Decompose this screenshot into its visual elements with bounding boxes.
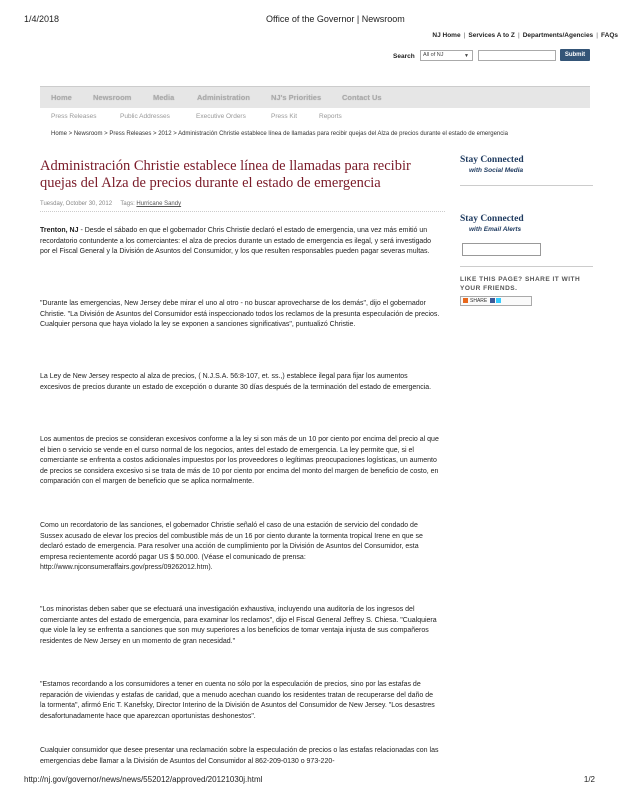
sidebar-divider: [460, 185, 593, 186]
subnav-executive-orders[interactable]: Executive Orders: [196, 113, 246, 120]
email-subheading[interactable]: with Email Alerts: [469, 226, 522, 233]
page-url: http://nj.gov/governor/news/news/552012/approved/20121030j.html: [24, 775, 263, 784]
article-paragraph: "Durante las emergencias, New Jersey debe mirar el uno al otro - no buscar aprovecharse de los demás", dijo el gobernador Christie. "La División de Asuntos del Consumidor está inspeccionado todos los reclamos de la presunta especulación de precios. Cualquier persona que haya violado la ley se exponen a sanciones significativas", puntualizó Christie.: [40, 300, 440, 329]
top-link-services[interactable]: Services A to Z: [468, 32, 515, 39]
lead-text: - Desde el sábado en que el gobernador Chris Christie declaró el estado de emergencia, una vez más emitió un recordatorio contundente a los comerciantes: el alza de precios durante un estado de emergencia es ilegal, y será investigado por el Fiscal General y la División de Asuntos del Consumidor, y los que resulten responsables pueden pagar severas multas.: [40, 227, 432, 256]
subnav-public-addresses[interactable]: Public Addresses: [120, 113, 170, 120]
top-link-departments[interactable]: Departments/Agencies: [522, 32, 594, 39]
article-lead: [40, 226, 440, 258]
top-links: NJ Home | Services A to Z | Departments/Agencies | FAQs: [432, 32, 618, 39]
top-link-nj-home[interactable]: NJ Home: [432, 32, 461, 39]
top-link-faqs[interactable]: FAQs: [601, 32, 618, 39]
subnav-press-releases[interactable]: Press Releases: [51, 113, 97, 120]
article-meta: [40, 201, 181, 207]
search-label: Search: [393, 53, 415, 60]
lead-dateline: Trenton, NJ: [40, 227, 79, 234]
subnav-press-kit[interactable]: Press Kit: [271, 113, 298, 120]
breadcrumb[interactable]: Home > Newsroom > Press Releases > 2012 > Administración Christie establece línea de llamadas para recibir quejas del Alza de precios durante el estado de emergencia: [51, 131, 508, 137]
nav-priorities[interactable]: NJ's Priorities: [271, 93, 322, 102]
print-date: 1/4/2018: [24, 14, 60, 24]
social-subheading[interactable]: with Social Media: [469, 167, 524, 174]
nav-newsroom[interactable]: Newsroom: [93, 93, 132, 102]
article-paragraph: Como un recordatorio de las sanciones, el gobernador Christie señaló el caso de una estación de servicio del condado de Sussex acusado de elevar los precios del combustible más de un 16 por ciento durante la tormenta tropical Irene en que se declaró estado de emergencia. Para resolver una acción de cumplimiento por la División de Asuntos del Consumidor, esta empresa recientemente acordó pagar US $ 50.000. (Véase el comunicado de prensa: http://www.njconsumeraffairs.gov/press/09262012.htm).: [40, 522, 423, 572]
search-input[interactable]: [478, 50, 556, 61]
nav-administration[interactable]: Administration: [197, 93, 250, 102]
chevron-down-icon: ▼: [464, 53, 469, 59]
nav-contact[interactable]: Contact Us: [342, 93, 382, 102]
share-button[interactable]: [460, 296, 532, 306]
share-label: SHARE: [470, 298, 488, 304]
page-number: 1/2: [583, 775, 595, 784]
article-paragraph: "Estamos recordando a los consumidores a tener en cuenta no sólo por la especulación de precios, sino por las estafas de reparación de viviendas y estafas de caridad, que a menudo acechan cuando los residentes tratan de recuperarse del daño de la tormenta", afirmó Eric T. Kanefsky, Director Interino de la División de Asuntos del Consumidor de New Jersey. "Los desastres desafortunadamente hace que aparezcan oportunistas deshonestos".: [40, 681, 435, 720]
sidebar-divider: [460, 266, 593, 267]
email-input[interactable]: [462, 243, 541, 256]
divider: [40, 211, 445, 212]
search-submit-button[interactable]: Submit: [560, 49, 590, 61]
nav-media[interactable]: Media: [153, 93, 175, 102]
article-paragraph: "Los minoristas deben saber que se efectuará una investigación exhaustiva, incluyendo una auditoría de los ingresos del comerciante antes del estado de emergencia, para examinar los reclamos", dijo el Fiscal General Jeffrey S. Chiesa. "Cualquiera que viole la ley se enfrenta a sanciones que son muy superiores a los beneficios de tomar ventaja injusta de sus compañeros residentes de New Jersey en un momento de gran necesidad.": [40, 606, 437, 645]
article-paragraph: La Ley de New Jersey respecto al alza de precios, ( N.J.S.A. 56:8-107, et. ss.,) establece ilegal para fijar los aumentos excesivos de precios durante un estado de excepción o durante 30 días después de la terminación del estado de emergencia.: [40, 373, 432, 391]
share-icon: [463, 298, 468, 303]
print-title: Office of the Governor | Newsroom: [266, 14, 405, 24]
article-paragraph: Los aumentos de precios se consideran excesivos conforme a la ley si son más de un 10 por ciento por encima del precio al que el bien o servicio se vende en el curso normal de los negocios, antes del estado de emergencia. La ley permite que, si el comerciante se enfrenta a costos adicionales impuestos por los proveedores o legítimas preocupaciones logísticas, un aumento de precios se considera excesivo si se trata de más de 10 por ciento por encima del monto del margen de beneficio de costo, en comparación con el margen de beneficio que se aplica normalmente.: [40, 436, 439, 486]
search-scope-select[interactable]: [420, 50, 473, 61]
email-heading: Stay Connected: [460, 214, 524, 224]
tag-link[interactable]: Hurricane Sandy: [136, 201, 182, 207]
subnav-reports[interactable]: Reports: [319, 113, 342, 120]
article-paragraph: Cualquier consumidor que desee presentar una reclamación sobre la especulación de precios o las estafas relacionadas con las emergencias debe llamar a la División de Asuntos del Consumidor al 862-209-0130 o 973-220-: [40, 747, 439, 765]
nav-home[interactable]: Home: [51, 93, 72, 102]
facebook-icon: [490, 298, 495, 303]
twitter-icon: [496, 298, 501, 303]
article-title: Administración Christie establece línea de llamadas para recibir quejas del Alza de precios durante el estado de emergencia: [40, 158, 411, 191]
tags-label: Tags:: [120, 201, 135, 207]
article-date: Tuesday, October 30, 2012: [40, 201, 113, 207]
main-nav: [40, 86, 590, 108]
search-scope-value: All of NJ: [423, 52, 444, 58]
share-prompt: LIKE THIS PAGE? SHARE IT WITH YOUR FRIENDS.: [460, 276, 581, 292]
social-heading: Stay Connected: [460, 155, 524, 165]
